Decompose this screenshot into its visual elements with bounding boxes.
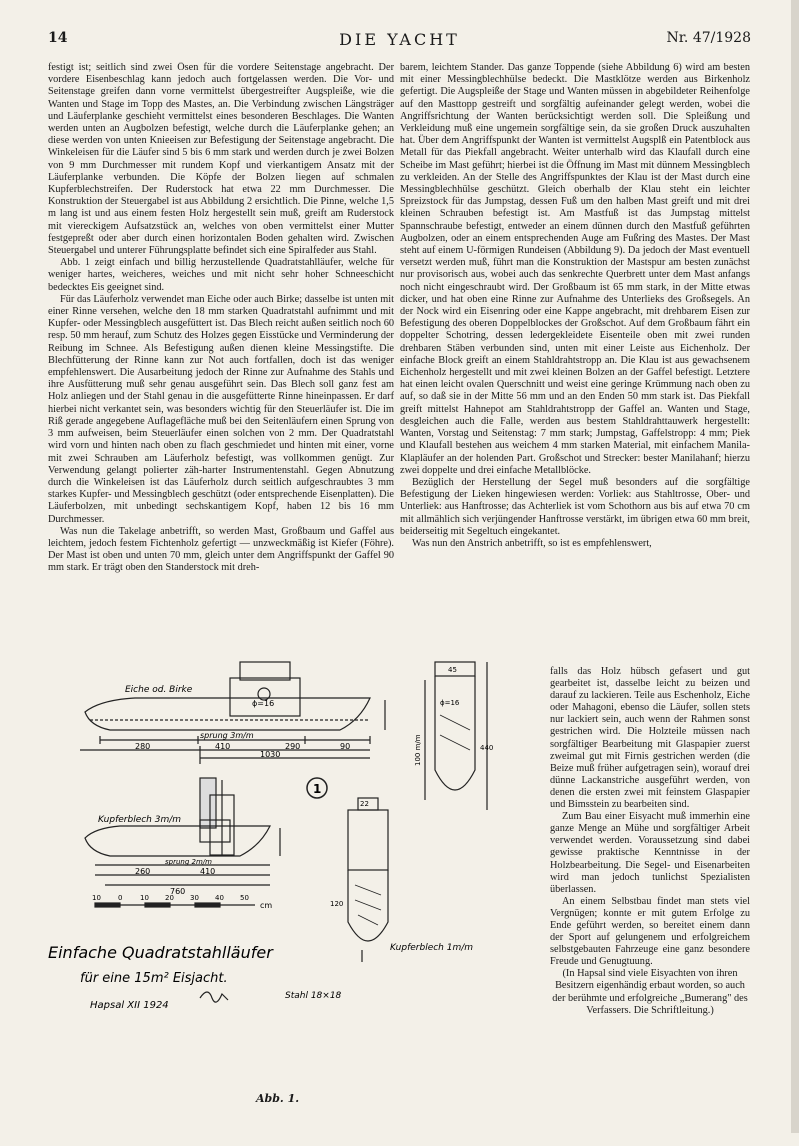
left-column bbox=[48, 62, 394, 652]
paragraph: Was nun den Anstrich anbetrifft, so ist es empfehlenswert, bbox=[412, 537, 652, 549]
cross-section-drawing bbox=[348, 798, 388, 962]
paragraph: Für das Läuferholz verwendet man Eiche oder auch Birke; dasselbe ist unten mit einer Rinne versehen, welche den 18 mm starken Quadratstahl aufnimmt und mit Kupfer- oder Messingblech ausgefüttert ist. Das Blech reicht außen seitlich noch 60 resp. 50 mm herauf, zum Schutz des Holzes gegen Eisstücke und Verminderung der Reibung im Schnee. Als Befestigung außen dienen kleine Messingstifte. Die Blechfütterung der Rinne kann zur Not auch fortfallen, doch ist das weniger empfehlenswert. Die Ausarbeitung jedoch der Rinne zur Aufnahme des Stahls und ihre Ausfütterung muß sehr genau ausgeführt sein. Das Blech soll ganz fest am Holz anliegen und der Stahl genau in die ausgefütterte Rinne hineinpassen. Er darf hierbei nicht verkantet sein, was besonders wichtig für den Steuerläufer ist. Die im Riß gerade angegebene Auflagefläche muß bei den Seitenläufern einen Sprung von 3 mm aufweisen, beim Steuerläufer einen solchen von 2 mm. Der Quadratstahl wird vorn und hinten nach oben zu flach geschmiedet und hinten mit einer, vorne mit zwei Schrauben am Läuferholz befestigt, was vollkommen genügt. Zur Verwendung gelangt polierter zäh-harter Instrumentenstahl. Gegen Abnutzung durch die Winkeleisen ist das Läuferholz durch seitlich aufgeschraubtes 3 mm starkes Kupfer- und Messingblech geschützt (oder entsprechende Eisenplatten). Die Läuferbolzen, mit unbedingt sechskantigem Kopf, haben 12 bis 16 mm Durchmesser. bbox=[48, 293, 394, 525]
paragraph: falls das Holz hübsch gefasert und gut gearbeitet ist, dasselbe leicht zu beizen und darauf zu lackieren. Teile aus Eschenholz, Eiche oder Mahagoni, ebenso die Läufer, sollen stets nur lackiert sein, auch wenn der Rahmen sonst gestrichen wird. Die Holzteile müssen nach sorgfältiger Bearbeitung mit Glaspapier zuerst zweimal gut mit Firnis gestrichen werden (die Beize muß früher aufgetragen sein), worauf drei dünne Lackanstriche ausgeführt werden, von denen die ersten zwei mit feinstem Glaspapier und Bimsstein zu bearbeiten sind. bbox=[550, 666, 750, 811]
scale-tick: 0 bbox=[118, 894, 123, 902]
dim-label: 1030 bbox=[260, 750, 281, 759]
drawing-subtitle: für eine 15m² Eisjacht. bbox=[80, 971, 228, 986]
phi-label: ϕ=16 bbox=[252, 699, 275, 708]
dim-label: 22 bbox=[360, 800, 369, 808]
paragraph: Zum Bau einer Eisyacht muß immerhin eine ganze Menge an Mühe und sorgfältiger Arbeit verwendet werden. Voraussetzung sind dabei gewisse praktische Kenntnisse in der Holzbearbeitung. Die Segel- und Eisenarbeiten wird man jedoch tunlichst Spezialisten überlassen. bbox=[550, 811, 750, 895]
copper-label: Kupferblech 1m/m bbox=[390, 943, 474, 953]
dim-label: 100 m/m bbox=[414, 734, 422, 766]
paragraph: An einem Selbstbau findet man stets viel Vergnügen; konnte er mit gutem Erfolge zu Ende geführt werden, so bereitet einem dann der Sport auf gelungenem und erfolgreichem selbstgebauten Fahrzeuge eine ganz besondere Freude und Genugtuung. bbox=[550, 895, 750, 968]
dim-label: 260 bbox=[135, 867, 151, 876]
scale-tick: 20 bbox=[165, 894, 174, 902]
signature bbox=[200, 992, 228, 1002]
scale-tick: 30 bbox=[190, 894, 199, 902]
drawing-title: Einfache Quadratstahlläufer bbox=[48, 943, 273, 962]
right-column bbox=[400, 62, 750, 664]
steering-fork-drawing bbox=[200, 778, 234, 855]
paragraph: Was nun die Takelage anbetrifft, so werden Mast, Großbaum und Gaffel aus leichtem, jedoch festem Fichtenholz gefertigt — unzweckmäßig ist Kiefer (Föhre). Der Mast ist oben und unten 70 mm, gleich unter dem Angriffspunkt der Gaffel 90 mm stark. Er trägt oben den Standerstock mit dreh- bbox=[48, 525, 394, 574]
steering-runner-drawing bbox=[85, 820, 280, 885]
runner-drawing bbox=[40, 660, 550, 1090]
scale-tick: 10 bbox=[92, 894, 101, 902]
issue-number: Nr. 47/1928 bbox=[666, 30, 751, 46]
phi-label: ϕ=16 bbox=[440, 699, 460, 707]
figure-caption: Abb. 1. bbox=[256, 1092, 300, 1105]
dim-label: 280 bbox=[135, 742, 151, 751]
scale-bar bbox=[95, 903, 255, 907]
oak-label: Eiche od. Birke bbox=[125, 685, 193, 695]
editor-note: (In Hapsal sind viele Eisyachten von ihren Besitzern eigenhändig erbaut worden, so auch der berühmte und erfolgreiche „Bumerang" des Verfassers. Die Schriftleitung.) bbox=[552, 968, 748, 1016]
page-number: 14 bbox=[48, 30, 68, 46]
copper-label: Kupferblech 3m/m bbox=[98, 815, 182, 825]
page-header bbox=[48, 30, 751, 50]
scale-unit: cm bbox=[260, 901, 273, 910]
sprung-label: sprung 2m/m bbox=[165, 858, 212, 866]
steel-label: Stahl 18×18 bbox=[285, 991, 342, 1001]
signature-place: Hapsal XII 1924 bbox=[90, 1000, 169, 1011]
dim-label: 290 bbox=[285, 742, 301, 751]
paragraph: Bezüglich der Herstellung der Segel muß besonders auf die sorgfältige Befestigung der Lieken hingewiesen werden: Vorliek: aus Stahltrosse, Ober- und Unterliek: aus Hanftrosse; das Achterliek ist vom Schothorn aus bis auf etwa 70 cm mit allmählich sich verjüngender Hanftrosse verstärkt, im übrigen etwa 60 mm breit, beiderseitig mit Segeltuch eingekantet. bbox=[400, 476, 750, 537]
scale-tick: 50 bbox=[240, 894, 249, 902]
paragraph: barem, leichtem Stander. Das ganze Toppende (siehe Abbildung 6) wird am besten mit einer Messingblechhülse bedeckt. Die Mastklötze werden aus Birkenholz gefertigt. Die Augspleiße der Stage und Wanten müssen in abgebildeter Reihenfolge auf den Masttopp gestreift und sorgfältig aufeinander gelegt werden, wobei die Angriffsrichtung der Wanten berücksichtigt werden soll. Die Spleißung und Verkleidung muß eine ungemein sorgfältige sein, da sie großen Druck auszuhalten hat. Über dem Angriffspunkt der Wanten ist vermittelst Augsplß ein Patentblock aus Metall für das Piekfall angebracht. Weiter unterhalb wird das Klaufall durch eine Scheibe im Mast geführt; hierbei ist die Öffnung im Mast mit dünnem Messingblech zu verkleiden. An der Stelle des Angriffspunktes der Klau ist der Mast durch eine Messingblechhülse geschützt. Gleich oberhalb der Klau steht ein leichter Spreizstock für das Jumpstag, dessen Fuß um den halben Mast greift und mit drei kleinen Schrauben befestigt ist. Am Mastfuß ist das Jumpstag mittelst Spannschraube befestigt, entweder an einem dünnen durch den Mastfuß geführten Augbolzen, oder an einem entsprechenden Auge am Fußring des Mastes. Der Mast steht auf einem U-förmigen Rundeisen (Abbildung 9). Da jedoch der Mast eventuell versetzt werden muß, führt man die Konstruktion der Mastspur am besten zunächst nur provisorisch aus, wobei auch das senkrechte Querbrett unter dem Mast anfangs noch nicht eingeschraubt wird. Der Großbaum ist 65 mm stark, in der Mitte etwas dicker, und hat oben eine Rinne zur Aufnahme des Unterlieks des Großsegels. An der Nock wird ein Eisenring oder eine Kappe angebracht, mit drehbarem Eisen zur Befestigung des oberen Doppelblockes der Großschot. Auf dem Großbaum fährt ein doppelter Schotring, dessen ledergekleidete Eisenteile oben mit zwei runden drehbaren Stäben verbunden sind, unten mit einer Leiste aus Eichenholz. Der einfache Block greift an einem Stahldrahtstropp an. Die Klau ist aus gewachsenem Eichenholz hergestellt und mit zwei kleinen Bolzen an der Gaffel befestigt. Letztere hat einen leicht ovalen Querschnitt und weist eine geringe Krümmung nach oben zu auf, so daß sie in der Mitte 56 mm und an den Enden 50 mm stark ist. Das Piekfall greift mittelst Hahnepot am Stahldrahtstropp der Gaffel an. Wanten und Stage, desgleichen auch die Falle, werden aus bestem Stahldrahttauwerk hergestellt: Wanten, Vorstag und Seitenstag: 7 mm stark; Jumpstag, Gaffelstropp: 4 mm; Piek und Klaufall bestehen aus weichem 4 mm starken Material, mit einfachem Manila-Klapläufer an der holenden Part. Großschot und Strecker: bester Manilahanf; hierzu zwei doppelte und drei einfache Metallblöcke. bbox=[400, 62, 750, 476]
dim-label: 410 bbox=[215, 742, 231, 751]
page-edge bbox=[791, 0, 799, 1133]
dim-label: 440 bbox=[480, 744, 494, 752]
dim-label: 90 bbox=[340, 742, 351, 751]
dim-label: 45 bbox=[448, 666, 457, 674]
dim-label: 410 bbox=[200, 867, 216, 876]
scale-tick: 40 bbox=[215, 894, 224, 902]
paragraph: festigt ist; seitlich sind zwei Ösen für die vordere Seitenstage angebracht. Der vordere Eisenbeschlag kann jedoch auch fortgelassen werden. Die Vor- und Seitenstage greifen dann vorne vermittelst übergestreifter Augspleiße, wie die Wanten und Stage im Topp des Mastes, an. Die Verbindung zwischen Längsträger und Läuferplanke geschieht vermittelst eines besonderen Beschlages. Die Wanten werden unten an Augbolzen befestigt, welche durch die Läuferplanke gehen; an diese werden von unten Knieeisen zur Befestigung der Seitenstage angebracht. Die Winkeleisen für die Läufer sind 5 bis 6 mm stark und werden durch je zwei Bolzen von 9 mm Durchmesser mit rundem Kopf und vierkantigem Ansatz mit der Läuferplanke verbunden. Die Köpfe der Bolzen liegen auf schmalen Kupferblechstreifen. Der Ruderstock hat etwa 22 mm Durchmesser. Die Konstruktion der Steuergabel ist aus Abbildung 2 ersichtlich. Die Pinne, welche 1,5 m lang ist und aus einem festen Holz hergestellt sein muß, greift am Ruderstock mit viereckigem Aufsatzstück an, welches von oben vermittelst einer Mutter festgepreßt oder aber durch einen horizontalen Boden gehalten wird. Zwischen Steuergabel und unterer Führungsplatte befindet sich eine Spiralfeder aus Stahl. bbox=[48, 62, 394, 257]
scale-tick: 10 bbox=[140, 894, 149, 902]
cross-section-drawing bbox=[425, 662, 487, 810]
dim-label: 120 bbox=[330, 900, 344, 908]
dim-label: 760 bbox=[170, 887, 186, 896]
sprung-label: sprung 3m/m bbox=[200, 731, 254, 740]
figure-number: 1 bbox=[313, 782, 322, 796]
right-narrow-column bbox=[550, 666, 750, 1146]
magazine-title: DIE YACHT bbox=[339, 30, 460, 49]
paragraph: Abb. 1 zeigt einfach und billig herzustellende Quadratstahlläufer, welche für weniger hartes, weicheres, weiches und mit nicht sehr hoher Schneeschicht bedecktes Eis geeignet sind. bbox=[48, 257, 394, 293]
